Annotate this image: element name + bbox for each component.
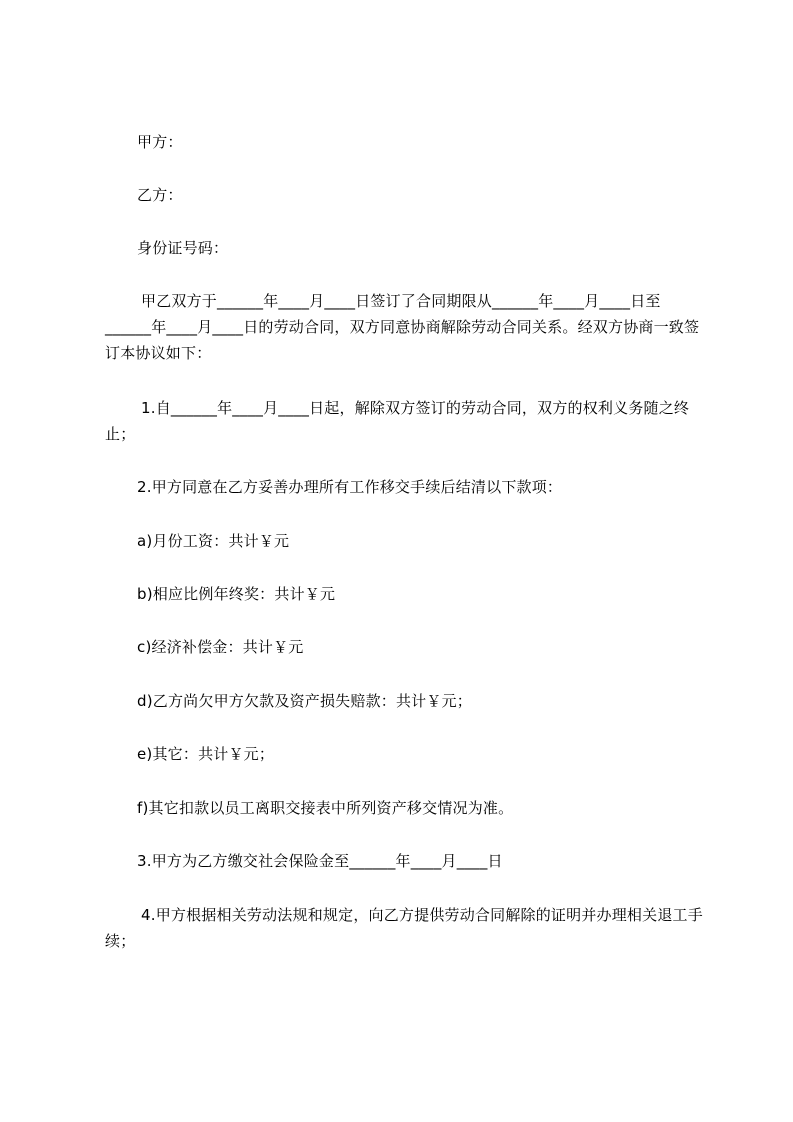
item-a: a)月份工资：共计￥元 xyxy=(137,532,290,550)
party-a-label: 甲方： xyxy=(137,133,183,151)
item-f: f)其它扣款以员工离职交接表中所列资产移交情况为准。 xyxy=(137,799,514,817)
clause-1: 1.自______年____月____日起，解除双方签订的劳动合同，双方的权利义务随之终止； xyxy=(105,399,690,443)
item-d: d)乙方尚欠甲方欠款及资产损失赔款：共计￥元； xyxy=(137,692,472,710)
clause-4: 4.甲方根据相关劳动法规和规定，向乙方提供劳动合同解除的证明并办理相关退工手续； xyxy=(105,906,703,950)
party-b-label: 乙方： xyxy=(137,186,183,204)
item-e: e)其它：共计￥元； xyxy=(137,745,275,763)
clause-2: 2.甲方同意在乙方妥善办理所有工作移交手续后结清以下款项： xyxy=(137,478,563,496)
id-number-label: 身份证号码： xyxy=(137,239,229,257)
clause-3: 3.甲方为乙方缴交社会保险金至______年____月____日 xyxy=(137,852,503,870)
item-b: b)相应比例年终奖：共计￥元 xyxy=(137,585,336,603)
item-c: c)经济补偿金：共计￥元 xyxy=(137,638,304,656)
intro-paragraph: 甲乙双方于______年____月____日签订了合同期限从______年____月____日至______年____月____日的劳动合同，双方同意协商解除劳动合同关系。经双方协商一致签订本协议如下： xyxy=(105,292,700,362)
